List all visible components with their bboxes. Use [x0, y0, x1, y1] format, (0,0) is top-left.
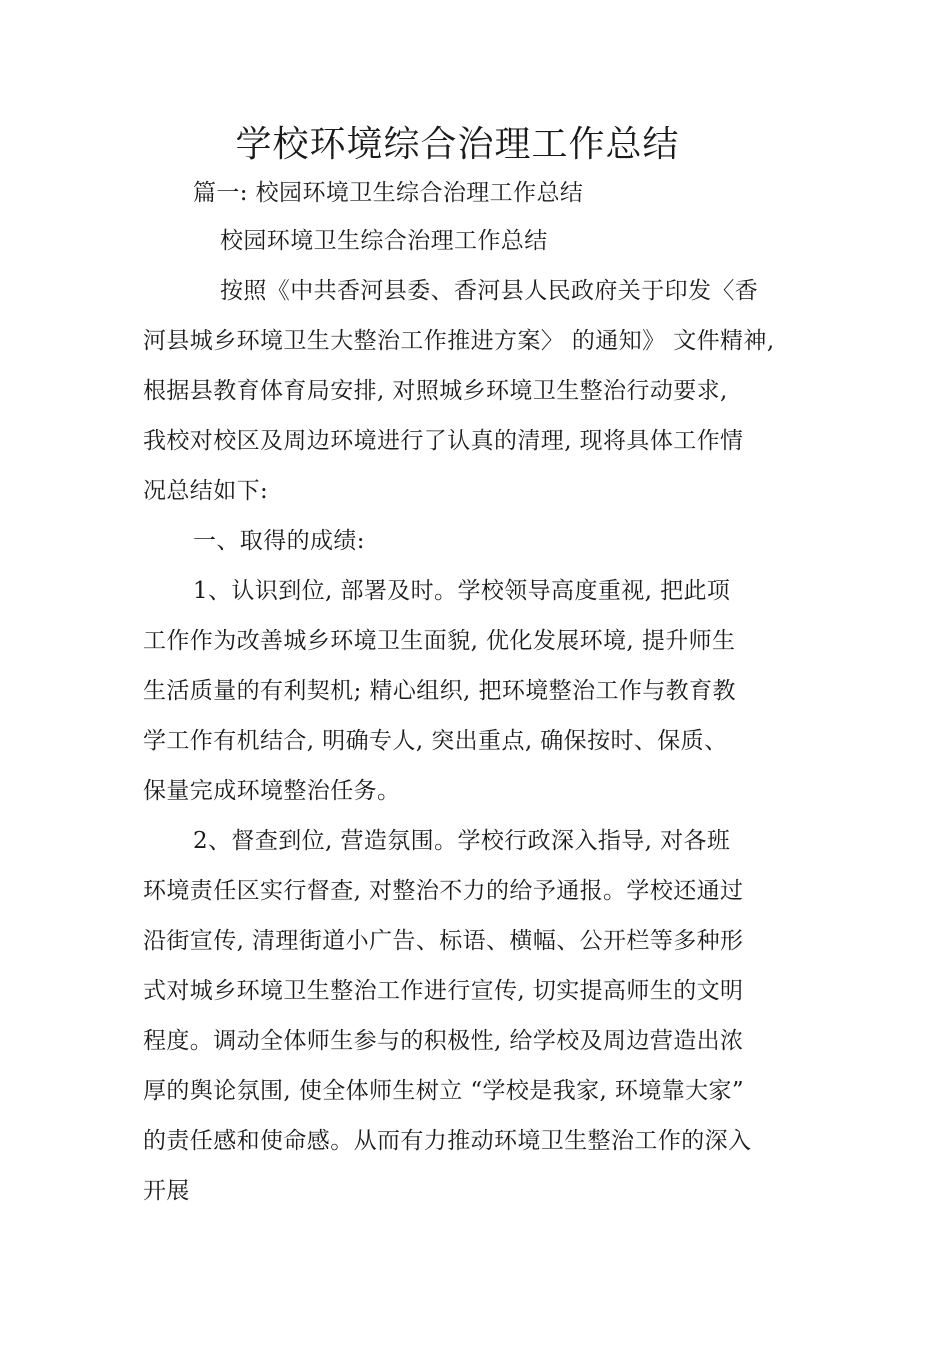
- paragraph-line: 生活质量的有利契机; 精心组织, 把环境整治工作与教育教: [143, 678, 736, 704]
- paragraph-line: 根据县教育体育局安排, 对照城乡环境卫生整治行动要求,: [143, 378, 728, 404]
- section-subtitle: 校园环境卫生综合治理工作总结: [220, 228, 548, 254]
- paragraph-line: 工作作为改善城乡环境卫生面貌, 优化发展环境, 提升师生: [143, 628, 736, 654]
- paragraph-line: 2、督查到位, 营造氛围。学校行政深入指导, 对各班: [193, 828, 731, 854]
- paragraph-line: 沿街宣传, 清理街道小广告、标语、横幅、公开栏等多种形: [143, 928, 744, 954]
- paragraph-line: 按照《中共香河县委、香河县人民政府关于印发〈香: [220, 278, 759, 304]
- achievements-heading: 一、取得的成绩:: [193, 528, 365, 554]
- paragraph-line: 程度。调动全体师生参与的积极性, 给学校及周边营造出浓: [143, 1028, 744, 1054]
- paragraph-line: 开展: [143, 1178, 190, 1204]
- paragraph-line: 1、认识到位, 部署及时。学校领导高度重视, 把此项: [193, 578, 731, 604]
- chapter-heading: 篇一: 校园环境卫生综合治理工作总结: [193, 180, 584, 206]
- paragraph-line: 学工作有机结合, 明确专人, 突出重点, 确保按时、保质、: [143, 728, 728, 754]
- paragraph-line: 保量完成环境整治任务。: [143, 778, 401, 804]
- paragraph-line: 我校对校区及周边环境进行了认真的清理, 现将具体工作情: [143, 428, 744, 454]
- paragraph-line: 况总结如下:: [143, 478, 269, 504]
- paragraph-line: 式对城乡环境卫生整治工作进行宣传, 切实提高师生的文明: [143, 978, 744, 1004]
- paragraph-line: 河县城乡环境卫生大整治工作推进方案〉 的通知》 文件精神,: [143, 328, 775, 354]
- paragraph-line: 的责任感和使命感。从而有力推动环境卫生整治工作的深入: [143, 1128, 752, 1154]
- document-title: 学校环境综合治理工作总结: [235, 124, 680, 165]
- paragraph-line: 环境责任区实行督查, 对整治不力的给予通报。学校还通过: [143, 878, 744, 904]
- paragraph-line: 厚的舆论氛围, 使全体师生树立 “学校是我家, 环境靠大家”: [143, 1078, 745, 1104]
